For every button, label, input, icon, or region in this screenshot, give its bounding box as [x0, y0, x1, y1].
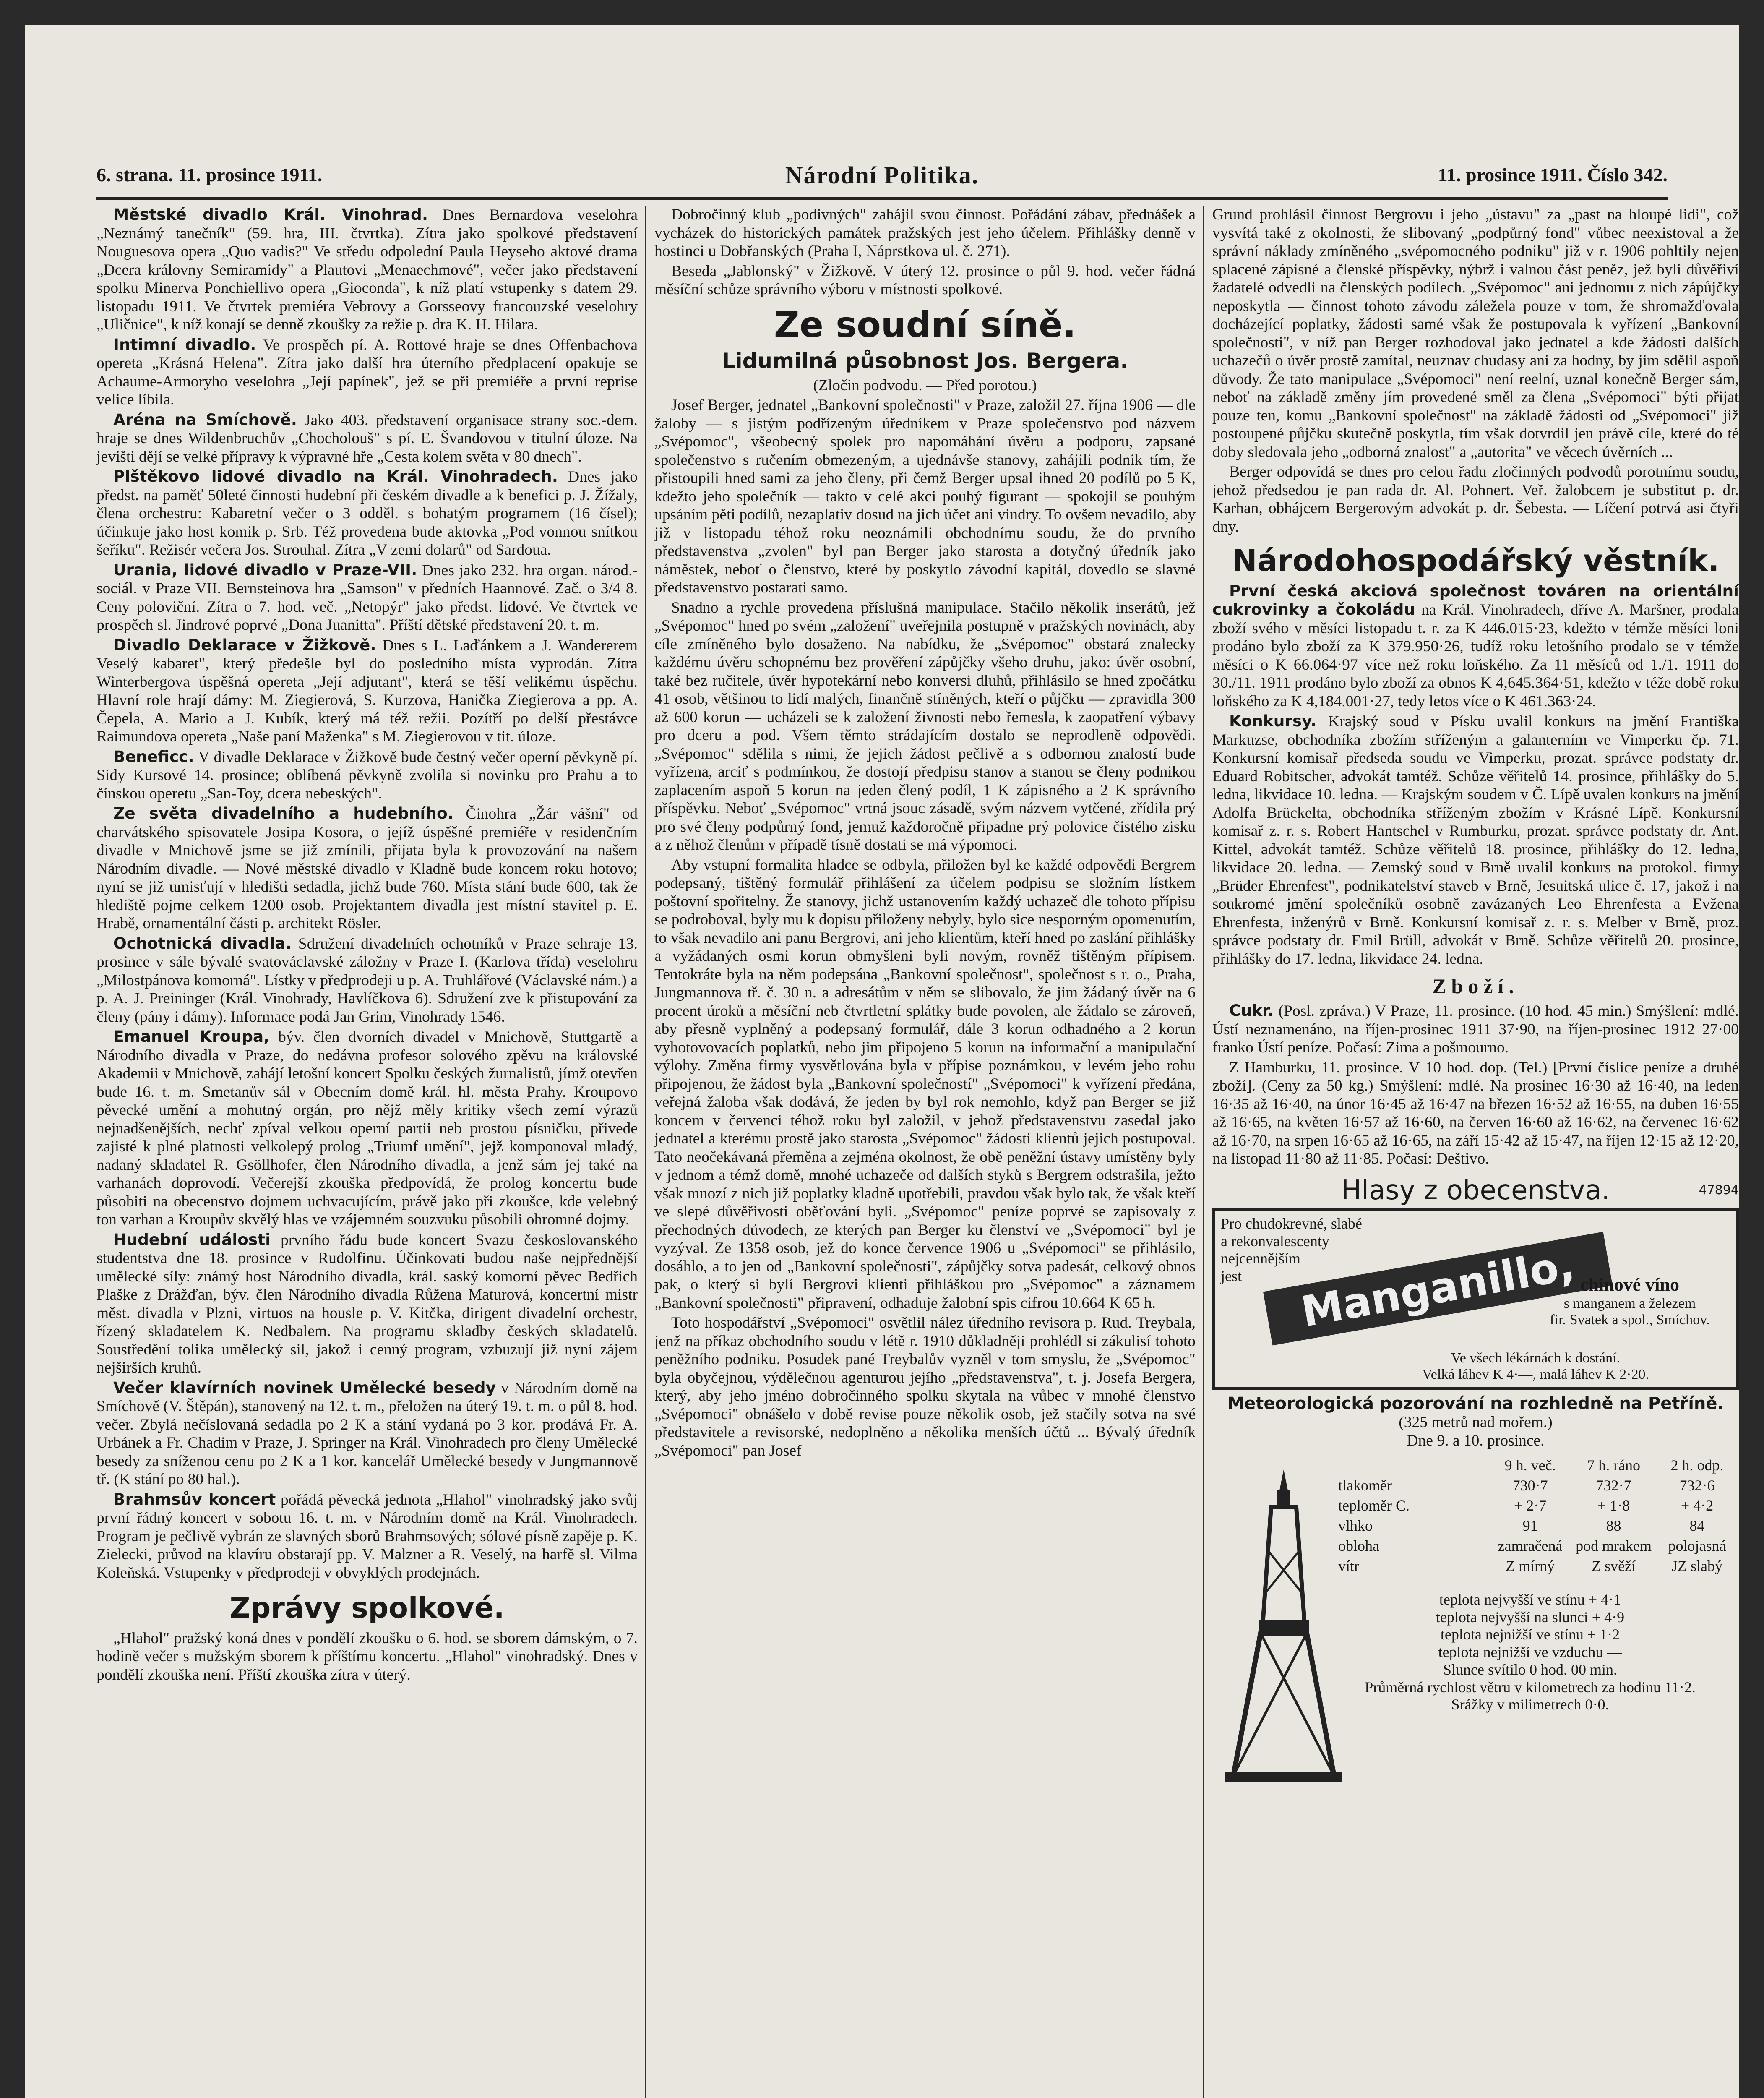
meteo-header-row: 9 h. več. 7 h. ráno 2 h. odp.: [1504, 1456, 1724, 1474]
article-heading: Beneficc.: [113, 747, 194, 766]
article-heading: Městské divadlo Král. Vinohrad.: [113, 206, 428, 224]
meteo-row: obloha zamračená pod mrakem polojasná: [1338, 1537, 1726, 1554]
section-heading-court: Ze soudní síně.: [774, 304, 1076, 345]
article-paragraph: Aréna na Smíchově. Jako 403. představení organisace strany soc.-dem. hraje se dnes Wildenbruchův „Chocholouš" s pí. E. Švandovou v titulní úloze. Na jevišti dějí se velké přípravy k výpravné hře „Cesta kolem světa v 80 dnech".: [96, 410, 638, 465]
meteo-title: Meteorologická pozorování na rozhledně na Petříně.: [1227, 1393, 1724, 1413]
article-subtitle: (Zločin podvodu. — Před porotou.): [813, 376, 1037, 394]
article-heading: Ze světa divadelního a hudebního.: [113, 804, 453, 822]
page-header: [96, 164, 1668, 200]
article-paragraph: Josef Berger, jednatel „Bankovní společnosti" v Praze, založil 27. října 1906 — dle žaloby — s jistým podřízeným úředníkem v Praze společenstvo pod názvem „Svépomoc", všeobecný spolek pro napomáhání úvěru a podporu, zapsané společenstvo s ručením obmezeným, a ujednávše stanovy, zahájili podnik tím, že přistoupili hned sami za jeho členy, při čemž Berger upsal ihned 20 podílů po 5 K, kdežto jeho společník — takto v celé akci pouhý figurant — spokojil se pouhým upsáním pěti podílů, nezaplativ dosud na jich účet ani vindry. To ovšem nevadilo, aby již v listopadu téhož roku neoznámili obchodnímu soudu, že do prvního představenstva „zvolen" byl pan Berger jako starosta a dotyčný úředník jako náměstek, neboť o členstvo, které by poskytlo závodní kapitál, dovedlo se slavné představenstvo postarati samo.: [654, 397, 1196, 597]
advertisement-manganillo: [1212, 1208, 1739, 1390]
article-paragraph: Toto hospodářství „Svépomoci" osvětlil nález úředního revisora p. Rud. Treybala, jenž na příkaz obchodního soudu v létě r. 1910 důkladněji prohlédl si zákulisí tohoto peněžního podniku. Posudek pané Treybalův vyzněl v tom smyslu, že „Svépomoc" byla obyčejnou, výdělečnou agenturou jejího „představenstva", t. j. Josefa Bergera, který, aby jeho jméno dobročinného spolku skytala na vůbec v mnohé členstvo „Svépomoci" obnášelo v době revise pouze několik osob, jež stačily sotva na své představitele a revisorské, nedoplněno a několika menších účtů ... Bývalý úředník „Svépomoci" pan Josef: [654, 1314, 1196, 1459]
article-heading: Konkursy.: [1229, 712, 1317, 731]
article-paragraph: Ze světa divadelního a hudebního. Činohra „Žár vášní" od charvátského spisovatele Josipa Kosora, o jejíž úspěšné premiéře v residenčním divadle v Mnichově jsme se již zmínili, přijata byla k provozování na našem Národním divadle. — Nové městské divadlo v Kladně bude koncem roku hotovo; nyní se již umisťují v hledišti sedadla, jichž bude 760. Místa stání bude 600, tak že hlediště pojme celkem 1200 osob. Projektantem divadla jest místní stavitel p. E. Hrabě, ornamentální části p. architekt Rösler.: [96, 804, 638, 932]
article-paragraph: Beseda „Jablonský" v Žižkově. V úterý 12. prosince o půl 9. hod. večer řádná měsíční schůze správního výboru v místnosti spolkové.: [654, 262, 1196, 298]
meteo-report: [1212, 1394, 1739, 1897]
section-heading-hlasy: Hlasy z obecenstva. 47894: [1341, 1174, 1739, 1206]
header-date-left: 6. strana. 11. prosince 1911.: [96, 164, 323, 185]
article-heading: Plštěkovo lidové divadlo na Král. Vinohradech.: [113, 467, 558, 485]
article-paragraph: Grund prohlásil činnost Bergrovu i jeho „ústavu" za „past na hloupé lidi", což vysvítá také z okolnosti, že slibovaný „podpůrný fond" vůbec neexistoval a že správní náklady zmíněného „svépomocného podniku" již v r. 1906 pohltily nejen splacené zápisné a členské příspěvky, nýbrž i valnou část peněz, jež byli důvěřiví žadatelé odvedli na členských podílech. „Svépomoc" ani jednomu z nich zápůjčky neposkytla — činnost tohoto závodu záležela pouze v tom, že shromažďovala docházející poplatky, žádosti samé však že postupovala k vyřízení „Bankovní společnosti", v níž pan Berger rozhodoval jako jednatel a kde žádosti dalších uchazečů o úvěr prostě zamítal, neuznav chudasy ani za hodny, by jim sdělil aspoň důvody. Že tato manipulace „Svépomoci" není reelní, uznal konečně Berger sám, neboť na základě změny jím provedené směl za člena „Svépomoci" býti přijat pouze ten, komu „Bankovní společnost" na základě žádosti od „Svépomoci" již postoupené půjčku skutečně poskytla, tím však dotvrdil jen právě cíle, které do té doby sledovala jeho „odborná znalost" a „autorita" ve věcech úvěrních ...: [1212, 206, 1739, 461]
column-economy: [1212, 206, 1739, 2098]
article-heading: Emanuel Kroupa,: [113, 1027, 270, 1046]
article-paragraph: Z Hamburku, 11. prosince. V 10 hod. dop. (Tel.) [První číslice peníze a druhé zboží]. (Ceny za 50 kg.) Smýšlení: mdlé. Na prosinec 16·30 až 16·40, na leden 16·35 až 16·40, na únor 16·45 až 16·47 na březen 16·52 až 16·55, na duben 16·55 až 16·65, na květen 16·57 až 16·60, na červen 16·60 až 16·62, na červenec 16·62 až 16·70, na srpen 16·65 až 16·65, na září 15·42 až 15·47, na říjen 12·15 až 12·20, na listopad 11·80 až 11·85. Počasí: Deštivo.: [1212, 1059, 1739, 1168]
article-paragraph: Aby vstupní formalita hladce se odbyla, přiložen byl ke každé odpovědi Bergrem podepsaný, tištěný formulář přihlášení za účelem podpisu se složním lístkem poštovní spořitelny. Že stanovy, jichž ustanovením každý uchazeč dle tohoto přípisu se podroboval, byly mu k dopisu přiloženy nebyly, bylo sice nesporným opomenutím, to však nevadilo ani panu Bergrovi, ani jeho klientům, kteří hned po zaslání přihlášky a vyžádaných osmi korun obmyšleni byli novým, rovněž tištěným přípisem. Tentokráte byla na něm podepsána „Bankovní společnost", společnost s r. o., Praha, Jungmannova tř. č. 30 n. a adresátům v něm se slibovalo, že jim žádaný úvěr na 6 procent úroků a měsíční neb čtvrtletní splátky bude povolen, ale žádalo se zároveň, aby přesně vyplněný a podepsaný formulář, dále 3 korun odhadného a 2 korun vyhotovovacích poplatků, nebo jim připojeno 5 korun na informační a manipulační výlohy. Změna firmy vysvětlována byla v přípise poznámkou, v levém jeho rohu připojenou, že žádost byla „Bankovní společností" „Svépomoci" k vyřízení předána, veřejná žaloba však dodává, že jeden by byl rok nemohlo, když pan Berger se již koncem v červenci téhož roku byl založil, v jehož představenstvu zasedal jako jednatel a kterému prostě jako starosta „Svépomoc" žádosti klientů jejich postupoval. Tato neočekávaná přeměna a zejména okolnost, že obě peněžní ústavy umístěny byly v jednom a témž domě, mnohé uchazeče od dalších styků s Bergrem odstrašila, ježto však mnozí z nich již poplatky kladně upotřebili, pravdou však bylo tak, že však kteří ve slepé důvěřivosti oběťování byli. „Svépomoc" peníze poprvé se zapisovaly z přechodných důvodech, ze kterých pan Berger ku členství ve „Svépomoci" byl je vyzýval. Ze 1358 osob, jež do konce července 1906 u „Svépomoci" se přihlásilo, dosáhlo, a to jen od „Bankovní společnosti", zápůjčky sotva padesát, celkový obnos pak, o který si bylí Bergrovi klienti přihláškou pro „Svépomoc" a záznamem „Bankovní společnosti" připravení, odhaduje žalobní spis cifrou 10.664 K 65 h.: [654, 856, 1196, 1312]
article-paragraph: Plštěkovo lidové divadlo na Král. Vinohradech. Dnes jako předst. na paměť 50leté činnosti hudební při českém divadle a k benefici p. J. Žížaly, člena orchestru: Kabaretní večer o 3 odděl. s bohatým programem (16 čísel); účinkuje jako host komik p. Srb. Též provedena bude aktovka „Pod vonnou snítkou šeříku". Režisér večera Jos. Strouhal. Zítra „V zemi dolarů" od Sardoua.: [96, 467, 638, 558]
article-paragraph: Dobročinný klub „podivných" zahájil svou činnost. Pořádání zábav, přednášek a vycházek do historických památek pražských jest jeho účelem. Přihlášky denně v hostinci u Dobřanských (Praha I, Náprstkova ul. č. 271).: [654, 206, 1196, 260]
meteo-table: [1338, 1457, 1739, 1578]
header-date-right: 11. prosince 1911. Číslo 342.: [1438, 164, 1668, 185]
article-paragraph: Urania, lidové divadlo v Praze-VII. Dnes jako 232. hra organ. národ.-sociál. v Praze VII. Bernsteinova hra „Samson" v předních Haannové. Zač. o 3/4 8. Ceny poloviční. Zítra o 7. hod. več. „Netopýr" jako předst. lidové. Ve čtvrtek ve prospěch sl. Jindrové poprvé „Dona Juanitta". Příští dětské představení 20. t. m.: [96, 560, 638, 634]
article-heading: Intimní divadlo.: [113, 335, 256, 354]
ad-text: a rekonvalescenty: [1221, 1232, 1329, 1250]
column-divider: [645, 206, 646, 2098]
article-heading: Ochotnická divadla.: [113, 934, 292, 952]
article-title: Lidumilná působnost Jos. Bergera.: [722, 348, 1128, 373]
meteo-row: vítr Z mírný Z svěží JZ slabý: [1338, 1557, 1722, 1574]
article-paragraph: První česká akciová společnost továren na orientální cukrovinky a čokoládu na Král. Vinohradech, dříve A. Maršner, prodala zboží svého v měsíci listopadu t. r. za K 446.015·23, kdežto v témže měsíci loni prodáno bylo zboží za K 379.950·26, tudíž roku letošního prodalo se v témže měsíci o K 66.064·97 více než roku loňského. Za 11 měsíců od 1./1. 1911 do 30./11. 1911 prodáno bylo zboží za obnos K 4,645.364·51, kdežto v téže době roku loňského za K 4,184.001·27, tedy letos více o K 461.363·24.: [1212, 581, 1739, 710]
article-paragraph: Brahmsův koncert pořádá pěvecká jednota „Hlahol" vinohradský jako svůj první řádný koncert v sobotu 16. t. m. v Národním domě na Král. Vinohradech. Program je pečlivě vybrán ze slavných sborů Brahmsových; sólové písně zapěje p. K. Zielecki, průvod na klavíru obstarají pp. V. Malzner a R. Veselý, na harfě sl. Vilma Koleňská. Vstupenky v předprodeji v obvyklých prodejnách.: [96, 1490, 638, 1581]
ad-text: jest: [1221, 1268, 1242, 1284]
section-heading-spolky: Zprávy spolkové.: [229, 1592, 505, 1625]
column-theatre: [96, 206, 638, 2098]
ad-number: 47894: [1699, 1182, 1739, 1198]
article-heading: Urania, lidové divadlo v Praze-VII.: [113, 560, 417, 579]
meteo-row: teploměr C. + 2·7 + 1·8 + 4·2: [1338, 1497, 1714, 1514]
article-heading: První česká akciová společnost továren na orientální cukrovinky a čokoládu: [1212, 581, 1739, 619]
meteo-row: vlhko 91 88 84: [1338, 1517, 1705, 1534]
article-paragraph: Hudební události prvního řádu bude koncert Svazu českoslovanského studentstva dne 18. prosince v Rudolfinu. Účinkovati budou naše nejpřednější umělecké síly: známý host Národního divadla, král. saský komorní pěvec Bedřich Plaške z Drážďan, býv. člen Národního divadla Růžena Maturová, koncertní mistr měst. divadla v Plzni, virtuos na housle p. V. Kitčka, dirigent divadelní orchestr, řízený skladatelem K. Nedbalem. Na programu skladby českých skladatelů. Soustředění tolika umělecký sil, jakož i cenný program, vzbuzují již nyní zájem nejširších kruhů.: [96, 1230, 638, 1376]
article-paragraph: Berger odpovídá se dnes pro celou řadu zločinných podvodů porotnímu soudu, jehož předsedou je pan rada dr. Al. Pohnert. Veř. žalobcem je substitut p. dr. Karhan, obhájcem Bergerovým advokát p. dr. Šebesta. — Líčení potrvá asi čtyři dny.: [1212, 463, 1739, 535]
article-heading: Večer klavírních novinek Umělecké besedy: [113, 1378, 496, 1397]
article-paragraph: Intimní divadlo. Ve prospěch pí. A. Rottové hraje se dnes Offenbachova opereta „Krásná Helena". Zítra jako další hra úterního předplacení opakuje se Achaume-Armoryho veselohra „Její papínek", jež se při premiéře a první reprise velice líbila.: [96, 335, 638, 408]
article-paragraph: Beneficc. V divadle Deklarace v Žižkově bude čestný večer operní pěvkyně pí. Sidy Kursové 14. prosince; oblíbená pěvkyně zvolila si novinku pro Prahu a to čínskou operetu „San-Toy, dcera nebeských".: [96, 747, 638, 802]
article-heading: Cukr.: [1229, 1001, 1274, 1020]
article-heading: Divadlo Deklarace v Žižkově.: [113, 635, 376, 654]
section-heading-vestnik: Národohospodářský věstník.: [1232, 543, 1720, 578]
meteo-temperature-notes: teplota nejvyšší ve stínu + 4·1 teplota nejvyšší na slunci + 4·9 teplota nejnižší ve stínu + 1·2 teplota nejnižší ve vzduchu — Slunce svítilo 0 hod. 00 min. Průměrná rychlost větru v kilometrech za hodinu 11·2. Srážky v milimetrech 0·0.: [1365, 1591, 1696, 1713]
ad-footer: Ve všech lékárnách k dostání. Velká láhev K 4·—, malá láhev K 2·20.: [1422, 1350, 1649, 1383]
article-paragraph: Cukr. (Posl. zpráva.) V Praze, 11. prosince. (10 hod. 45 min.) Smýšlení: mdlé. Ústí neznamenáno, na říjen-prosinec 1911 37·90, na říjen-prosinec 1912 27·00 franko Ústí peníze. Počasí: Zima a pošmourno.: [1212, 1001, 1739, 1057]
article-heading: Aréna na Smíchově.: [113, 410, 297, 429]
section-heading-zbozi: Zboží.: [1432, 974, 1519, 998]
meteo-date: Dne 9. a 10. prosince.: [1407, 1432, 1545, 1449]
article-paragraph: „Hlahol" pražský koná dnes v pondělí zkoušku o 6. hod. se sborem dámským, o 7. hodině večer s mužským sborem k příštímu koncertu. „Hlahol" vinohradský. Dnes v pondělí zkouška není. Příští zkouška zítra v úterý.: [96, 1629, 638, 1683]
article-paragraph: Večer klavírních novinek Umělecké besedy v Národním domě na Smíchově (V. Štěpán), stanovený na 12. t. m., přeložen na úterý 19. t. m. o půl 8. hod. večer. Zbylá nečíslovaná sedadla po 2 K a stání vydaná po 3 kor. prodává Fr. A. Urbánek a Fr. Chadim v Praze, J. Springer na Král. Vinohradech pro členy Umělecké besedy za sníženou cenu po 2 K a 1 kor. kancelář Umělecké besedy v Jungmannově tř. (K stání po 80 hal.).: [96, 1378, 638, 1488]
ad-product-info: chinové víno s manganem a železem fir. Svatek a spol., Smíchov.: [1550, 1274, 1710, 1328]
ad-text: nejcennějším: [1221, 1250, 1300, 1267]
article-heading: Brahmsův koncert: [113, 1490, 276, 1508]
meteo-subtitle: (325 metrů nad mořem.): [1399, 1414, 1553, 1431]
article-paragraph: Ochotnická divadla. Sdružení divadelních ochotníků v Praze sehraje 13. prosince v sále bývalé svatováclavské záložny v Praze I. (Karlova třída) veselohru „Milostpánova komorná". Lístky v předprodeji u p. A. Truhlářové (Václavské nám.) a p. A. J. Preininger (Král. Vinohrady, Havlíčkova 6). Sdružení zve k přistupování za členy (pány i dámy). Informace podá Jan Grim, Vinohrady 1546.: [96, 934, 638, 1026]
newspaper-page: [25, 25, 1739, 2098]
masthead-title: Národní Politika.: [785, 162, 979, 189]
meteo-row: tlakoměr 730·7 732·7 732·6: [1338, 1477, 1715, 1494]
article-paragraph: Konkursy. Krajský soud v Písku uvalil konkurs na jmění Františka Markuzse, obchodníka zbožím stříženým a galanterním ve Vimperku čp. 71. Konkursní komisař předseda soudu ve Vimperku, prozat. správce podstaty dr. Eduard Robitscher, advokát tamtéž. Schůze věřitelů 14. prosince, přihlášky do 5. ledna, likvidace 10. ledna. — Krajským soudem v Č. Lípě uvalen konkurs na jmění Adolfa Brückelta, obchodníka stříženým zbožím v Krásné Lípě. Konkursní komisař z. r. s. Robert Hantschel v Rumburku, prozat. správce podstaty dr. Ant. Kittel, advokát tamtéž. Schůze věřitelů 18. prosince, přihlášky do 12. ledna, likvidace 20. ledna. — Zemský soud v Brně uvalil konkurs na protokol. firmy „Brüder Ehrenfest", podnikatelství staveb v Brně, Jesuitská ulice č. 17, jakož i na soukromé jmění společníků osobně zavázaných Leo Ehrenfesta a Evžena Ehrenfesta, inženýrů v Brně. Konkursní komisař z. r. s. Melber v Brně, proz. správce podstaty dr. Emil Brüll, advokát v Brně. Schůze věřitelů 20. prosince, přihlášky do 17. ledna, likvidace 24. ledna.: [1212, 712, 1739, 968]
article-paragraph: Městské divadlo Král. Vinohrad. Dnes Bernardova veselohra „Neznámý tanečník" (59. hra, III. čtvrtka). Zítra jako spolkové představení Nouguesova opera „Quo vadis?" Ve středu odpolední Paula Heyseho aktové drama „Dcera královny Semiramidy" a Plautovi „Menaechmové", večer jako představení spolku Minerva Ponchiellivo opera „Gioconda", k níž platí vstupenky s datem 29. listopadu 1911. Ve čtvrtek premiéra Vebrovy a Gorsseovy francouzské veselohry „Uličnice", k níž konají se denně zkoušky za režie p. dra K. H. Hilara.: [96, 206, 638, 333]
article-paragraph: Snadno a rychle provedena příslušná manipulace. Stačilo několik inserátů, jež „Svépomoc" hned po svém „založení" uveřejnila postupně v pražských novinách, aby cíle zmíněného bylo dosaženo. Na nabídku, že „Svépomoc" obstará znalecky každému úvěru schopnému bez prověření zápůjčky všeho druhu, jako: úvěr osobní, také bez ručitele, úvěr hypotekární nebo konversi dluhů, přihlásilo se hned zpočátku 41 osob, většinou to lidí malých, finančně stíněných, kteří o půjčku — zpravidla 300 až 600 korun — ucházeli se k založení živnosti nebo řemesla, k zaopatření výbavy pro dceru a pod. Všem těmto strádajícím dostalo se neprodleně odpovědi. „Svépomoc" sdělila s nimi, že jejich žádost pečlivě a s odbornou znalostí bude vyřízena, arciť s podmínkou, že dostojí předpisu stanov a stanou se členy podnikou zaplacením aspoň 5 korun na jeden člený podíl, 1 K zápisného a 2 K správního příspěvku. Neboť „Svépomoc" vrtná jsouc zásadě, svým názvem vytčené, zřídila prý pro své členy podpůrný fond, jemuž každoročně připadne prý polovice čistého zisku a z něhož členům v případě tísně dostati se má výpomoci.: [654, 599, 1196, 854]
article-paragraph: Emanuel Kroupa, býv. člen dvorních divadel v Mnichově, Stuttgartě a Národního divadla v Praze, do nedávna profesor solového zpěvu na královské Akademii v Mnichově, zahájí letošní koncert Spolku českých žurnalistů, jímž otevřen bude 16. t. m. Smetanův sál v Obecním domě král. hl. města Prahy. Kroupovo pěvecké umění a mohutný orgán, pro nějž měly kritiky všech zemí výrazů nejnadšenějších, nechť zpíval velkou operní partii neb prostou písničku, přivede zajisté k plné platnosti velkolepý prolog „Triumf umění", jejž komponoval mladý, nadaný skladatel R. Gsöllhofer, člen Národního divadla, a jenž sám jej také na varhanách doprovodí. Večerejší zkouška předpovídá, že prolog koncertu bude působiti na obecenstvo dojmem uchvacujícím, právě jako při zkoušce, kde velebný ton varhan a Kroupův skvělý hlas ve vzájemném souzvuku působili ohromné dojmy.: [96, 1027, 638, 1228]
ad-text: Pro chudokrevné, slabé: [1221, 1215, 1362, 1232]
article-paragraph: Divadlo Deklarace v Žižkově. Dnes s L. Laďánkem a J. Wandererem Veselý kabaret", který předešle byl do posledního místa vyprodán. Zítra Winterbergova úspěšná opereta „Její adjutant", která se těší velikému úspěchu. Hlavní role hrají dámy: M. Ziegierová, S. Kurzova, Hanička Ziegierova a pp. A. Čepela, A. Mario a J. Kubík, který má též režii. Pozítří po delší přestávce Raimundova opereta „Naše paní Maženka" s M. Ziegierovou v tit. úloze.: [96, 635, 638, 745]
column-court: [654, 206, 1196, 2098]
ad-brand-banner: Manganillo,: [1263, 1232, 1613, 1345]
column-divider: [1203, 206, 1204, 2098]
article-heading: Hudební události: [113, 1230, 271, 1249]
